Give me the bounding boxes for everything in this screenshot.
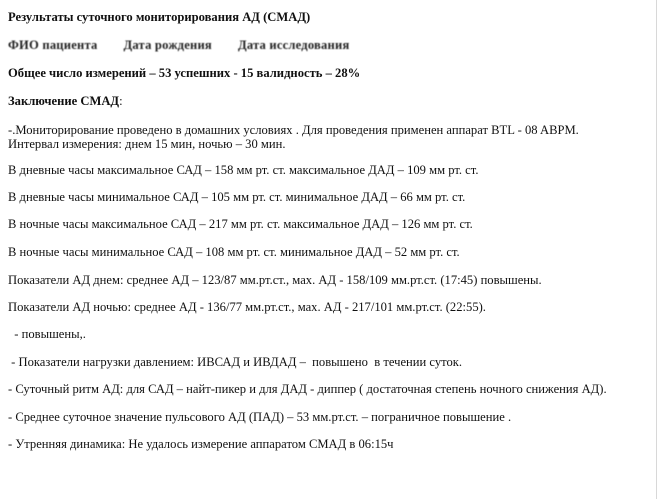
study-date-field: Дата исследования — [237, 38, 350, 52]
patient-name-field: ФИО пациента — [8, 38, 98, 52]
paragraph-daily-rhythm: - Суточный ритм АД: для САД – найт-пикер и для ДАД - диппер ( достаточная степень ночного снижения АД). — [8, 382, 607, 396]
patient-info-redacted — [8, 38, 375, 53]
paragraph-night-max: В ночные часы максимальное САД – 217 мм рт. ст. максимальное ДАД – 126 мм рт. ст. — [8, 217, 473, 231]
conclusion-heading-line — [8, 94, 123, 109]
report-title: Результаты суточного мониторирования АД (СМАД) — [8, 10, 311, 24]
paragraph-night-indicators: Показатели АД ночью: среднее АД - 136/77 мм.рт.ст., мах. АД - 217/101 мм.рт.ст. (22:55). — [8, 300, 486, 314]
paragraph-morning-dynamics: - Утренняя динамика: Не удалось измерение аппаратом СМАД в 06:15ч — [8, 437, 394, 451]
paragraph-day-indicators: Показатели АД днем: среднее АД – 123/87 мм.рт.ст., мах. АД - 158/109 мм.рт.ст. (17:45) повышены. — [8, 273, 542, 287]
patient-birthdate-field: Дата рождения — [123, 38, 212, 52]
paragraph-pressure-load: - Показатели нагрузки давлением: ИВСАД и ИВДАД – повышено в течении суток. — [8, 355, 463, 369]
paragraph-day-max: В дневные часы максимальное САД – 158 мм рт. ст. максимальное ДАД – 109 мм рт. ст. — [8, 163, 479, 177]
paragraph-pulse-pressure: - Среднее суточное значение пульсового АД (ПАД) – 53 мм.рт.ст. – пограничное повышение . — [8, 410, 512, 424]
paragraph-interval: Интервал измерения: днем 15 мин, ночью – 30 мин. — [8, 137, 286, 151]
paragraph-day-min: В дневные часы минимальное САД – 105 мм рт. ст. минимальное ДАД – 66 мм рт. ст. — [8, 190, 466, 204]
conclusion-heading: Заключение СМАД — [8, 94, 120, 108]
total-measurements: Общее число измерений – 53 успешних - 15 валидность – 28% — [8, 66, 361, 80]
paragraph-monitoring-place: -.Мониторирование проведено в домашних условиях . Для проведения применен аппарат BTL - 08 ABPM. — [8, 123, 579, 137]
paragraph-elevated: - повышены,. — [8, 327, 86, 341]
paragraph-night-min: В ночные часы минимальное САД – 108 мм рт. ст. минимальное ДАД – 52 мм рт. ст. — [8, 245, 460, 259]
conclusion-colon: : — [119, 94, 123, 108]
